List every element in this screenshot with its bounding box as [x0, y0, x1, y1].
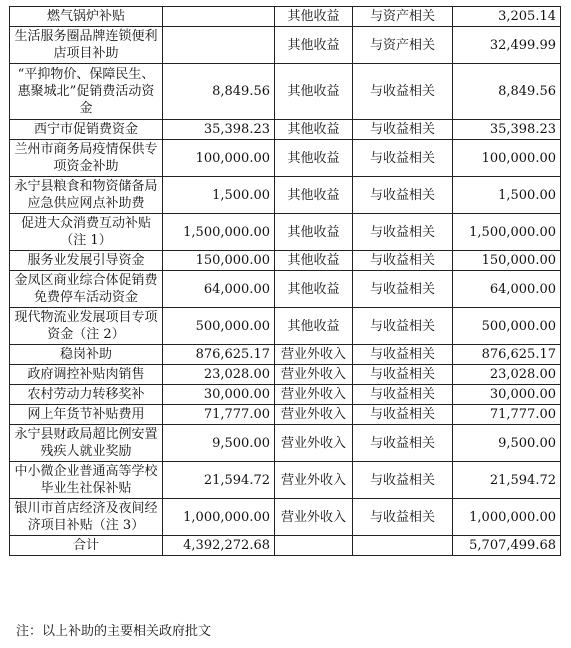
amount-cell: 100,000.00: [163, 140, 275, 177]
amount-cell: 35,398.23: [163, 120, 275, 140]
subsidy-name-cell: 燃气锅炉补贴: [10, 7, 163, 27]
recognized-amount-cell: 35,398.23: [453, 120, 561, 140]
category-cell: 其他收益: [275, 177, 353, 214]
amount-cell: 21,594.72: [163, 462, 275, 499]
amount-cell: 1,500.00: [163, 177, 275, 214]
amount-cell: 500,000.00: [163, 308, 275, 345]
subsidy-name-cell: 银川市首店经济及夜间经济项目补贴（注 3）: [10, 499, 163, 536]
relation-cell: 与资产相关: [353, 27, 453, 64]
recognized-amount-cell: 21,594.72: [453, 462, 561, 499]
category-cell: 其他收益: [275, 271, 353, 308]
category-cell: 营业外收入: [275, 365, 353, 385]
subsidy-name-cell: 西宁市促销费资金: [10, 120, 163, 140]
table-row: [10, 27, 561, 64]
relation-cell: [353, 536, 453, 556]
table-row: [10, 385, 561, 405]
relation-cell: 与收益相关: [353, 345, 453, 365]
subsidy-name-cell: 促进大众消费互动补贴（注 1）: [10, 214, 163, 251]
recognized-amount-cell: 1,500,000.00: [453, 214, 561, 251]
category-cell: 营业外收入: [275, 385, 353, 405]
amount-cell: [163, 7, 275, 27]
table-row: [10, 425, 561, 462]
subsidy-name-cell: “平抑物价、保障民生、惠聚城北”促销费活动资金: [10, 64, 163, 120]
recognized-amount-cell: 150,000.00: [453, 251, 561, 271]
category-cell: 其他收益: [275, 27, 353, 64]
category-cell: 营业外收入: [275, 499, 353, 536]
subsidy-name-cell: 中小微企业普通高等学校毕业生社保补贴: [10, 462, 163, 499]
recognized-amount-cell: 71,777.00: [453, 405, 561, 425]
table-row: [10, 308, 561, 345]
relation-cell: 与收益相关: [353, 365, 453, 385]
table-row: [10, 7, 561, 27]
subsidy-name-cell: 永宁县财政局超比例安置残疾人就业奖励: [10, 425, 163, 462]
category-cell: 其他收益: [275, 120, 353, 140]
category-cell: 其他收益: [275, 140, 353, 177]
relation-cell: 与收益相关: [353, 499, 453, 536]
amount-cell: 64,000.00: [163, 271, 275, 308]
relation-cell: 与收益相关: [353, 405, 453, 425]
recognized-amount-cell: 30,000.00: [453, 385, 561, 405]
table-row: [10, 214, 561, 251]
table-row: [10, 499, 561, 536]
relation-cell: 与收益相关: [353, 425, 453, 462]
recognized-amount-cell: 9,500.00: [453, 425, 561, 462]
relation-cell: 与收益相关: [353, 308, 453, 345]
table-row: [10, 177, 561, 214]
table-row: [10, 271, 561, 308]
relation-cell: 与收益相关: [353, 271, 453, 308]
subsidy-name-cell: 现代物流业发展项目专项资金（注 2）: [10, 308, 163, 345]
recognized-amount-cell: 3,205.14: [453, 7, 561, 27]
recognized-amount-cell: 64,000.00: [453, 271, 561, 308]
amount-cell: 30,000.00: [163, 385, 275, 405]
recognized-amount-cell: 100,000.00: [453, 140, 561, 177]
amount-cell: 150,000.00: [163, 251, 275, 271]
category-cell: 其他收益: [275, 7, 353, 27]
category-cell: 营业外收入: [275, 405, 353, 425]
table-row: [10, 345, 561, 365]
subsidy-table: [9, 6, 561, 556]
amount-cell: 71,777.00: [163, 405, 275, 425]
relation-cell: 与收益相关: [353, 177, 453, 214]
table-row: [10, 120, 561, 140]
category-cell: 其他收益: [275, 214, 353, 251]
category-cell: 营业外收入: [275, 462, 353, 499]
amount-cell: 1,500,000.00: [163, 214, 275, 251]
relation-cell: 与收益相关: [353, 462, 453, 499]
recognized-amount-cell: 32,499.99: [453, 27, 561, 64]
footnote: 注：以上补助的主要相关政府批文: [16, 624, 212, 639]
subsidy-name-cell: 稳岗补助: [10, 345, 163, 365]
subsidy-name-cell: 农村劳动力转移奖补: [10, 385, 163, 405]
subsidy-name-cell: 网上年货节补贴费用: [10, 405, 163, 425]
amount-cell: 8,849.56: [163, 64, 275, 120]
category-cell: 其他收益: [275, 308, 353, 345]
category-cell: 营业外收入: [275, 345, 353, 365]
amount-cell: [163, 27, 275, 64]
amount-cell: 876,625.17: [163, 345, 275, 365]
subsidy-name-cell: 生活服务圈品牌连锁便利店项目补助: [10, 27, 163, 64]
recognized-amount-cell: 1,500.00: [453, 177, 561, 214]
recognized-amount-cell: 876,625.17: [453, 345, 561, 365]
subsidy-name-cell: 兰州市商务局疫情保供专项资金补助: [10, 140, 163, 177]
subsidy-name-cell: 合计: [10, 536, 163, 556]
category-cell: [275, 536, 353, 556]
subsidy-name-cell: 服务业发展引导资金: [10, 251, 163, 271]
recognized-amount-cell: 1,000,000.00: [453, 499, 561, 536]
category-cell: 其他收益: [275, 64, 353, 120]
amount-cell: 1,000,000.00: [163, 499, 275, 536]
table-row: [10, 251, 561, 271]
amount-cell: 4,392,272.68: [163, 536, 275, 556]
table-row: [10, 462, 561, 499]
relation-cell: 与收益相关: [353, 120, 453, 140]
relation-cell: 与收益相关: [353, 251, 453, 271]
table-row: [10, 64, 561, 120]
relation-cell: 与收益相关: [353, 385, 453, 405]
recognized-amount-cell: 5,707,499.68: [453, 536, 561, 556]
relation-cell: 与收益相关: [353, 140, 453, 177]
category-cell: 营业外收入: [275, 425, 353, 462]
relation-cell: 与收益相关: [353, 214, 453, 251]
relation-cell: 与收益相关: [353, 64, 453, 120]
table-row: [10, 365, 561, 385]
table-row: [10, 140, 561, 177]
amount-cell: 23,028.00: [163, 365, 275, 385]
category-cell: 其他收益: [275, 251, 353, 271]
subsidy-name-cell: 政府调控补贴肉销售: [10, 365, 163, 385]
table-row: [10, 405, 561, 425]
relation-cell: 与资产相关: [353, 7, 453, 27]
amount-cell: 9,500.00: [163, 425, 275, 462]
recognized-amount-cell: 8,849.56: [453, 64, 561, 120]
recognized-amount-cell: 23,028.00: [453, 365, 561, 385]
total-row: [10, 536, 561, 556]
subsidy-name-cell: 永宁县粮食和物资储备局应急供应网点补助费: [10, 177, 163, 214]
recognized-amount-cell: 500,000.00: [453, 308, 561, 345]
subsidy-name-cell: 金凤区商业综合体促销费免费停车活动资金: [10, 271, 163, 308]
